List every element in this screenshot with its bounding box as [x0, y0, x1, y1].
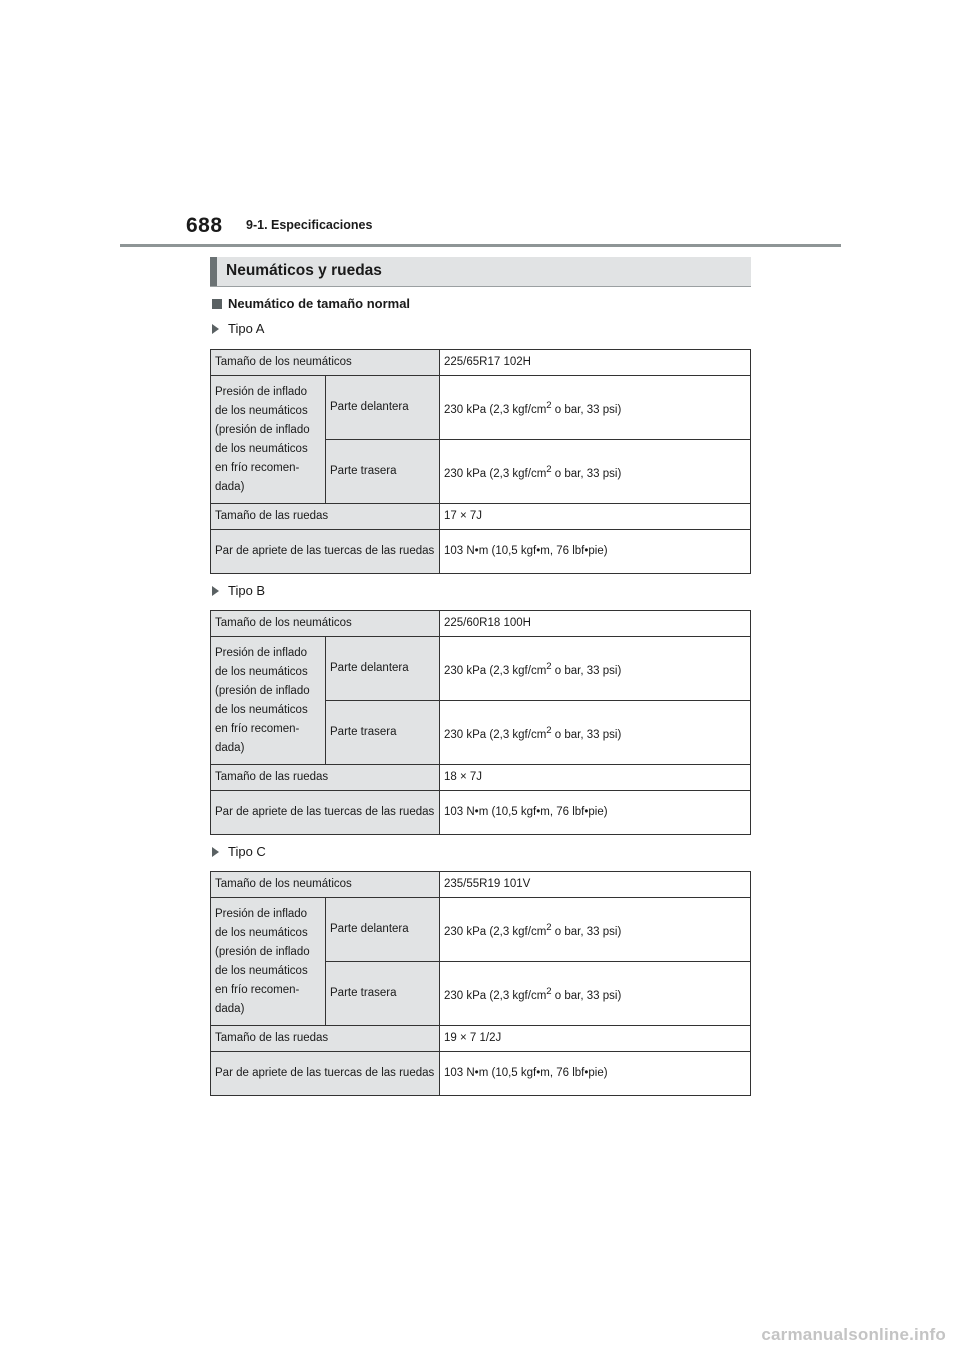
arrow-bullet-icon	[212, 847, 219, 857]
spec-table-a	[210, 349, 751, 574]
square-bullet-icon	[212, 299, 222, 309]
type-label: Tipo C	[228, 844, 266, 859]
type-label: Tipo A	[228, 321, 265, 336]
header-divider	[120, 244, 841, 247]
tire-size-label: Tamaño de los neumáticos	[211, 872, 440, 898]
arrow-bullet-icon	[212, 586, 219, 596]
table-row	[211, 350, 751, 376]
tire-size-value: 235/55R19 101V	[440, 872, 751, 898]
wheel-size-value: 18 × 7J	[440, 765, 751, 791]
front-pressure-value: 230 kPa (2,3 kgf/$cm^2$ o bar, 33 psi)	[440, 376, 751, 440]
table-row	[211, 791, 751, 835]
torque-label: Par de apriete de las tuercas de las ruedas	[211, 1052, 440, 1096]
front-label: Parte delantera	[326, 898, 440, 962]
table-row	[211, 637, 751, 701]
front-pressure-value: 230 kPa (2,3 kgf/$cm^2$ o bar, 33 psi)	[440, 898, 751, 962]
wheel-size-label: Tamaño de las ruedas	[211, 504, 440, 530]
page-number: 688	[186, 214, 223, 237]
front-label: Parte delantera	[326, 637, 440, 701]
rear-pressure-value: 230 kPa (2,3 kgf/$cm^2$ o bar, 33 psi)	[440, 440, 751, 504]
wheel-size-value: 19 × 7 1/2J	[440, 1026, 751, 1052]
tire-size-value: 225/60R18 100H	[440, 611, 751, 637]
section-title: Neumáticos y ruedas	[226, 262, 382, 279]
section-accent-bar	[210, 257, 217, 286]
table-row	[211, 898, 751, 962]
table-row	[211, 611, 751, 637]
type-heading-b	[212, 583, 265, 598]
wheel-size-value: 17 × 7J	[440, 504, 751, 530]
wheel-size-label: Tamaño de las ruedas	[211, 1026, 440, 1052]
type-heading-c	[212, 844, 266, 859]
torque-label: Par de apriete de las tuercas de las ruedas	[211, 530, 440, 574]
wheel-size-label: Tamaño de las ruedas	[211, 765, 440, 791]
tire-size-label: Tamaño de los neumáticos	[211, 611, 440, 637]
table-row	[211, 376, 751, 440]
torque-label: Par de apriete de las tuercas de las ruedas	[211, 791, 440, 835]
rear-pressure-value: 230 kPa (2,3 kgf/$cm^2$ o bar, 33 psi)	[440, 962, 751, 1026]
table-row	[211, 530, 751, 574]
type-heading-a	[212, 321, 264, 336]
table-row	[211, 872, 751, 898]
watermark: carmanualsonline.info	[761, 1325, 946, 1344]
pressure-label: Presión de inflado de los neumáticos (presión de inflado de los neumáticos en frío recomen- dada)	[211, 637, 326, 765]
torque-value: 103 N•m (10,5 kgf•m, 76 lbf•pie)	[440, 1052, 751, 1096]
table-row	[211, 504, 751, 530]
spec-table-c	[210, 871, 751, 1096]
front-label: Parte delantera	[326, 376, 440, 440]
torque-value: 103 N•m (10,5 kgf•m, 76 lbf•pie)	[440, 791, 751, 835]
tire-size-label: Tamaño de los neumáticos	[211, 350, 440, 376]
rear-label: Parte trasera	[326, 962, 440, 1026]
type-label: Tipo B	[228, 583, 266, 598]
subheading-text: Neumático de tamaño normal	[228, 296, 411, 311]
table-row	[211, 1026, 751, 1052]
tire-size-value: 225/65R17 102H	[440, 350, 751, 376]
arrow-bullet-icon	[212, 324, 219, 334]
rear-pressure-value: 230 kPa (2,3 kgf/$cm^2$ o bar, 33 psi)	[440, 701, 751, 765]
section-header	[210, 257, 751, 287]
rear-label: Parte trasera	[326, 701, 440, 765]
front-pressure-value: 230 kPa (2,3 kgf/$cm^2$ o bar, 33 psi)	[440, 637, 751, 701]
spec-table-b	[210, 610, 751, 835]
subheading	[212, 296, 410, 311]
table-row	[211, 765, 751, 791]
table-row	[211, 1052, 751, 1096]
pressure-label: Presión de inflado de los neumáticos (presión de inflado de los neumáticos en frío recomen- dada)	[211, 376, 326, 504]
chapter-title: 9-1. Especificaciones	[246, 218, 373, 232]
torque-value: 103 N•m (10,5 kgf•m, 76 lbf•pie)	[440, 530, 751, 574]
rear-label: Parte trasera	[326, 440, 440, 504]
pressure-label: Presión de inflado de los neumáticos (presión de inflado de los neumáticos en frío recomen- dada)	[211, 898, 326, 1026]
